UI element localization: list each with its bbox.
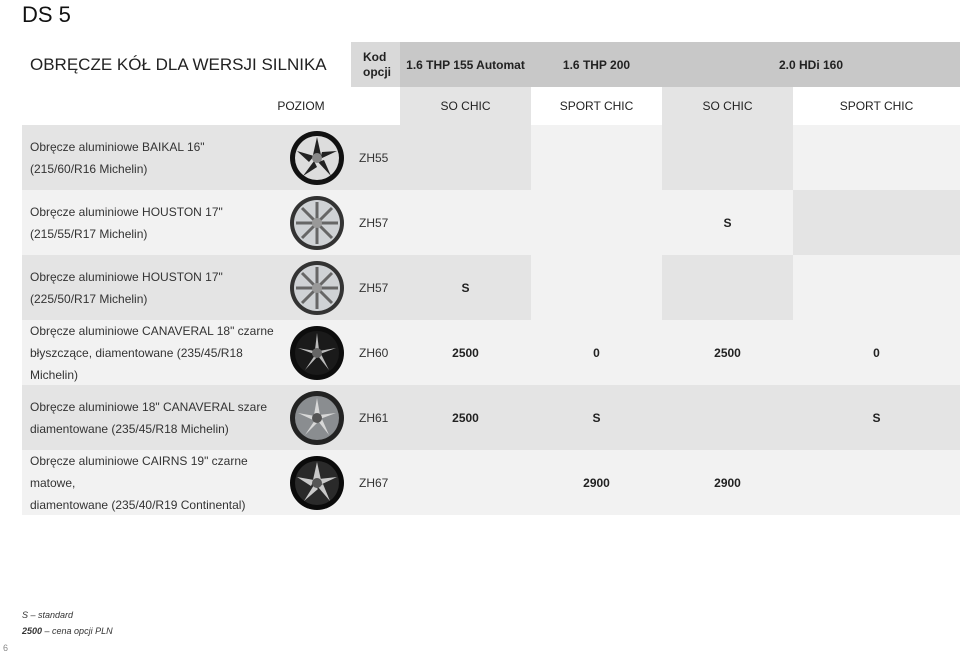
level-cell: SPORT CHIC: [531, 87, 662, 125]
footnote-standard: [22, 610, 73, 620]
table-cell: 2900: [583, 475, 610, 490]
option-code-label-1: Kod: [363, 49, 387, 64]
footnote-standard-text: – standard: [28, 610, 74, 620]
option-code: ZH55: [359, 150, 389, 165]
table-cell: [793, 125, 960, 190]
table-cell: [793, 450, 960, 515]
wheel-name: Obręcze aluminiowe 18" CANAVERAL szare: [30, 399, 268, 414]
engine-header-1: 1.6 THP 155 Automat: [406, 57, 525, 72]
level-cell: SPORT CHIC: [793, 87, 960, 125]
table-cell: [400, 190, 662, 255]
footnote-standard-key: S: [22, 610, 29, 620]
wheel-image: [282, 320, 351, 385]
wheel-name: Obręcze aluminiowe HOUSTON 17": [30, 269, 223, 284]
footnote-price-text: – cena opcji PLN: [42, 626, 113, 636]
table-title: OBRĘCZE KÓŁ DLA WERSJI SILNIKA: [22, 42, 351, 87]
wheel-description: [22, 450, 282, 515]
table-row: [22, 320, 960, 385]
wheel-image: [282, 255, 351, 320]
tyre-size: (215/60/R16 Michelin): [30, 161, 148, 176]
table-cell: [793, 255, 960, 320]
footnote-price-key: 2500: [22, 626, 43, 636]
table-cell: S: [723, 215, 732, 230]
tyre-size: diamentowane (235/45/R18 Michelin): [30, 421, 229, 436]
table-cell: [400, 125, 531, 190]
level-cell: SO CHIC: [400, 87, 531, 125]
table-cell: [662, 255, 793, 320]
wheels-table: [22, 42, 960, 515]
option-code-header: [351, 42, 400, 87]
engine-header-2: 1.6 THP 200: [562, 57, 631, 72]
table-cell: S: [592, 410, 601, 425]
wheel-description: [22, 385, 282, 450]
tyre-size: błyszczące, diamentowane (235/45/R18 Michelin): [30, 345, 243, 382]
option-code: ZH57: [359, 280, 389, 295]
table-header: [22, 42, 960, 87]
wheel-name: Obręcze aluminiowe HOUSTON 17": [30, 204, 223, 219]
option-code: ZH61: [359, 410, 389, 425]
footnote-price: [22, 626, 113, 636]
wheel-name: Obręcze aluminiowe CAIRNS 19" czarne matowe,: [30, 453, 248, 490]
table-cell: S: [461, 280, 470, 295]
page-number: 6: [3, 643, 9, 653]
wheel-image: [282, 190, 351, 255]
wheel-image: [282, 450, 351, 515]
option-code: ZH60: [359, 345, 389, 360]
wheel-description: [22, 125, 282, 190]
level-row: [22, 87, 960, 125]
table-row: [22, 385, 960, 450]
engine-headers: [400, 42, 960, 87]
table-cell: [531, 125, 662, 190]
table-cell: [531, 255, 662, 320]
wheel-name: Obręcze aluminiowe CANAVERAL 18" czarne: [30, 323, 274, 338]
table-cell: 2500: [452, 345, 479, 360]
option-code-label-2: opcji: [363, 64, 392, 79]
wheel-image: [282, 125, 351, 190]
table-cell: [793, 190, 960, 255]
wheel-description: [22, 320, 282, 385]
table-row: [22, 125, 960, 190]
engine-header-3: 2.0 HDi 160: [778, 57, 844, 72]
table-cell: [662, 125, 793, 190]
table-cell: S: [872, 410, 881, 425]
wheel-description: [22, 255, 282, 320]
table-row: [22, 255, 960, 320]
table-cell: 2900: [714, 475, 741, 490]
table-row: [22, 190, 960, 255]
table-cell: [400, 450, 531, 515]
table-cell: 0: [873, 345, 880, 360]
table-cell: 2500: [714, 345, 741, 360]
table-cell: 0: [593, 345, 600, 360]
wheel-description: [22, 190, 282, 255]
tyre-size: diamentowane (235/40/R19 Continental): [30, 497, 246, 512]
table-row: [22, 450, 960, 515]
table-cell: 2500: [452, 410, 479, 425]
tyre-size: (225/50/R17 Michelin): [30, 291, 148, 306]
table-cell: [662, 385, 793, 450]
wheel-image: [282, 385, 351, 450]
option-code: ZH67: [359, 475, 389, 490]
level-label: POZIOM: [277, 99, 325, 113]
brand-title: DS 5: [22, 2, 71, 27]
option-code: ZH57: [359, 215, 389, 230]
wheel-name: Obręcze aluminiowe BAIKAL 16": [30, 139, 205, 154]
tyre-size: (215/55/R17 Michelin): [30, 226, 148, 241]
level-cell: SO CHIC: [662, 87, 793, 125]
